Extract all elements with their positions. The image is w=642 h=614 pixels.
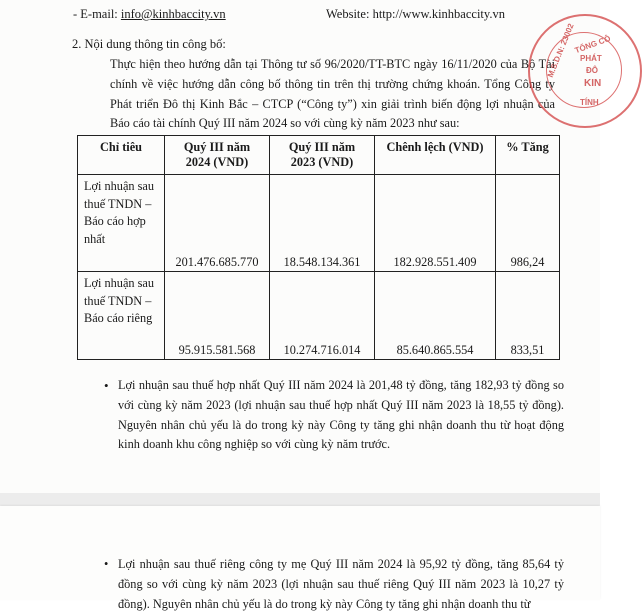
header-difference: Chênh lệch (VND)	[375, 136, 496, 175]
row-label: Lợi nhuận sau thuế TNDN – Báo cáo hợp nhất	[78, 175, 165, 272]
document-page-2	[0, 506, 600, 611]
explanation-list	[104, 376, 564, 455]
cell-q3-2023: 10.274.716.014	[270, 272, 375, 360]
profit-table	[77, 135, 560, 360]
header-indicator: Chỉ tiêu	[78, 136, 165, 175]
list-item: • Lợi nhuận sau thuế riêng công ty mẹ Quý III năm 2024 là 95,92 tỷ đồng, tăng 85,64 tỷ đồng so với cùng kỳ năm 2023 (lợi nhuận sau thuế riêng Quý III năm 2023 là 10,27 tỷ đồng). Nguyên nhân chủ yếu là do trong kỳ này Công ty tăng ghi nhận doanh thu từ	[104, 555, 564, 614]
table-row	[78, 175, 560, 272]
header-q3-2024: Quý III năm 2024 (VND)	[165, 136, 270, 175]
seal-text: M.S.D.N: 23002	[545, 22, 576, 79]
seal-text: TÍNH	[580, 98, 599, 107]
email-link[interactable]: info@kinhbaccity.vn	[120, 7, 226, 21]
table-header-row	[78, 136, 560, 175]
header-q3-2023: Quý III năm 2023 (VND)	[270, 136, 375, 175]
cell-percent: 833,51	[496, 272, 560, 360]
seal-text: ĐÔ	[586, 66, 598, 75]
email-line: - E-mail: info@kinhbaccity.vn	[73, 7, 226, 21]
row-label: Lợi nhuận sau thuế TNDN – Báo cáo riêng	[78, 272, 165, 360]
page-gap	[0, 493, 600, 506]
cell-difference: 182.928.551.409	[375, 175, 496, 272]
table-row	[78, 272, 560, 360]
cell-percent: 986,24	[496, 175, 560, 272]
website-link[interactable]: http://www.kinhbaccity.vn	[372, 7, 505, 21]
company-seal	[528, 14, 642, 128]
website-line: Website: http://www.kinhbaccity.vn	[326, 7, 505, 21]
list-item: • Lợi nhuận sau thuế hợp nhất Quý III năm 2024 là 201,48 tỷ đồng, tăng 182,93 tỷ đồng so với cùng kỳ năm 2023 (lợi nhuận sau thuế hợp nhất Quý III năm 2023 là 18,55 tỷ đồng). Nguyên nhân chủ yếu là do trong kỳ này Công ty tăng ghi nhận doanh thu từ hoạt động kinh doanh khu công nghiệp so với cùng kỳ năm trước.	[104, 376, 564, 455]
explanation-list	[104, 555, 564, 614]
section-title: 2. Nội dung thông tin công bố:	[72, 37, 226, 51]
cell-difference: 85.640.865.554	[375, 272, 496, 360]
seal-text: TỔNG CÔ	[573, 33, 612, 56]
seal-text: KIN	[584, 78, 602, 89]
cell-q3-2024: 201.476.685.770	[165, 175, 270, 272]
cell-q3-2024: 95.915.581.568	[165, 272, 270, 360]
header-percent: % Tăng	[496, 136, 560, 175]
cell-q3-2023: 18.548.134.361	[270, 175, 375, 272]
intro-paragraph: Thực hiện theo hướng dẫn tại Thông tư số 96/2020/TT-BTC ngày 16/11/2020 của Bộ Tài chính về việc hướng dẫn công bố thông tin trên thị trường chứng khoán. Tổng Công ty Phát triển Đô thị Kinh Bắc – CTCP (“Công ty”) xin giải trình biến động lợi nhuận của Báo cáo tài chính Quý III năm 2024 so với cùng kỳ năm 2023 như sau:	[110, 57, 555, 131]
seal-text: PHÁT	[580, 54, 602, 63]
